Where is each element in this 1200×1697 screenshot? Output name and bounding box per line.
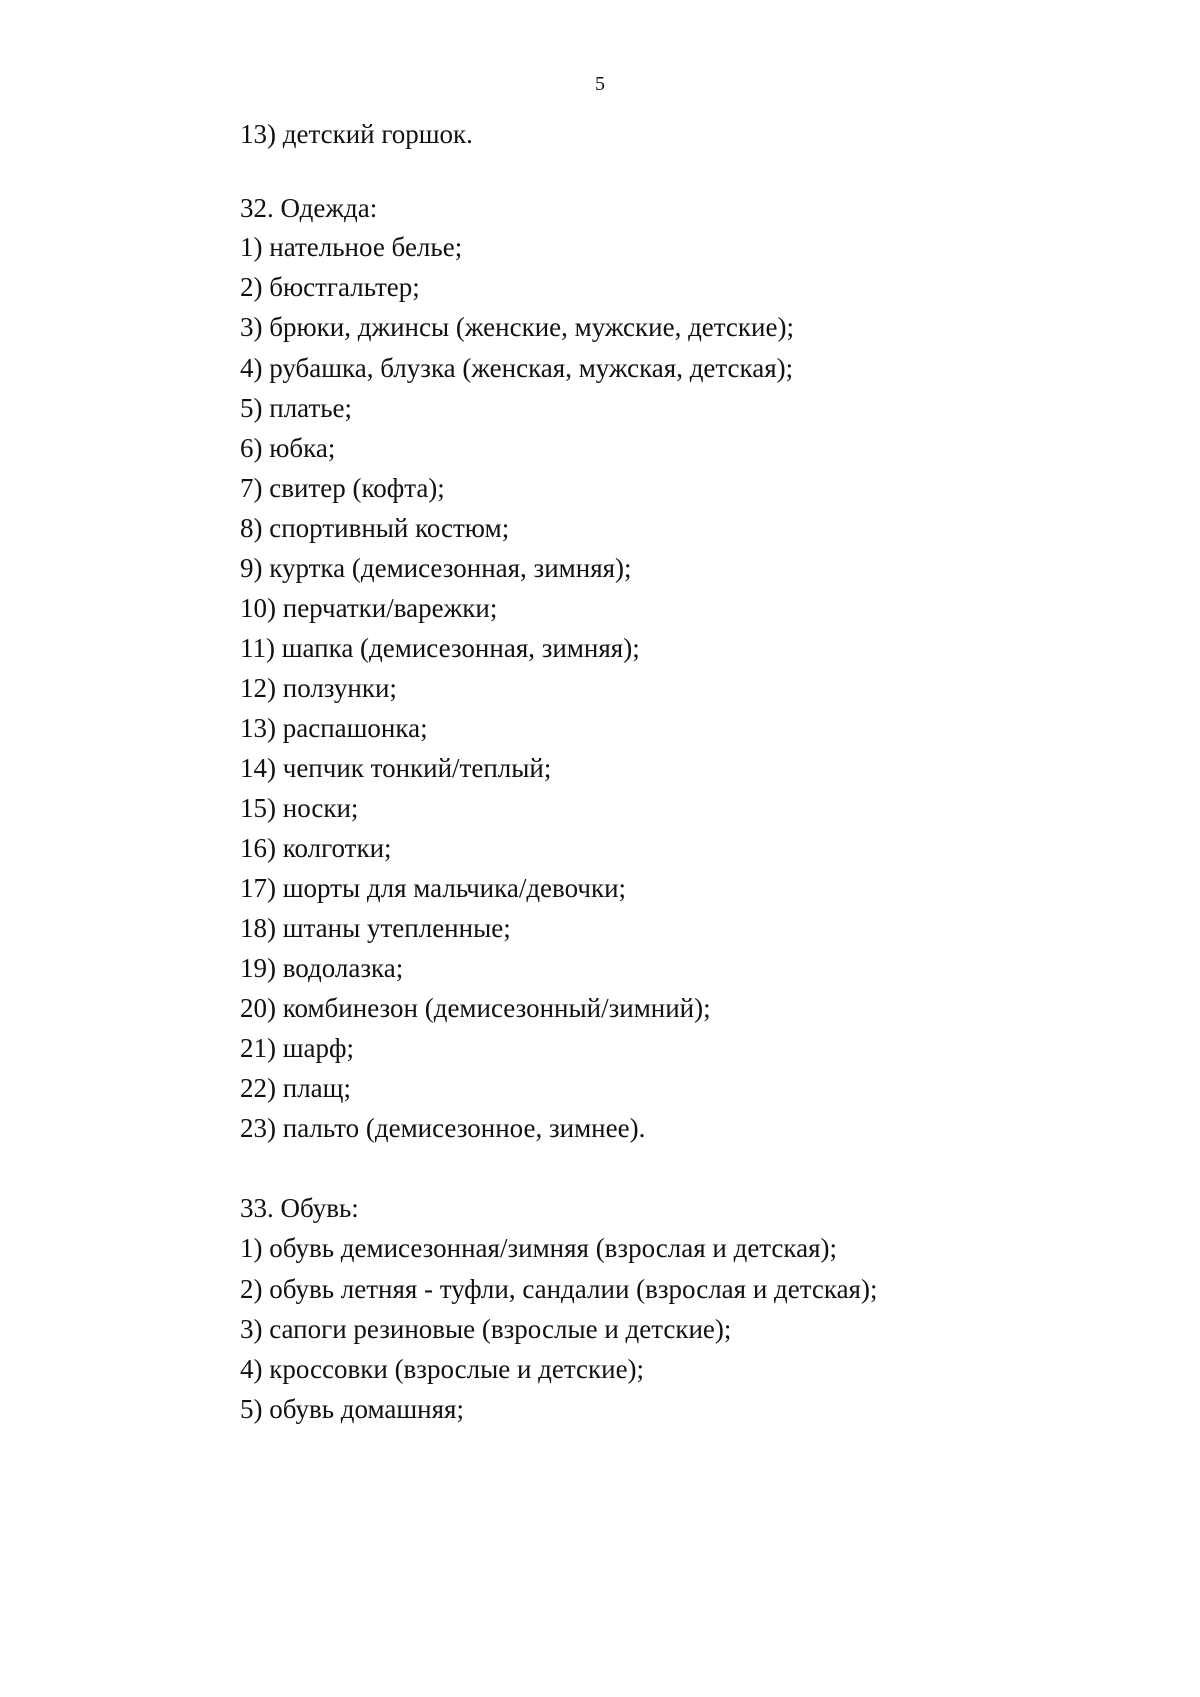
list-item: 3) сапоги резиновые (взрослые и детские); — [240, 1314, 732, 1344]
list-item: 2) бюстгальтер; — [240, 272, 420, 302]
list-item: 13) распашонка; — [240, 713, 428, 743]
list-item: 1) нательное белье; — [240, 232, 463, 262]
list-item: 8) спортивный костюм; — [240, 513, 510, 543]
list-item: 23) пальто (демисезонное, зимнее). — [240, 1113, 646, 1143]
list-item: 3) брюки, джинсы (женские, мужские, детские); — [240, 312, 794, 342]
list-item: 4) кроссовки (взрослые и детские); — [240, 1354, 645, 1384]
page-number: 5 — [595, 73, 605, 95]
list-item: 2) обувь летняя - туфли, сандалии (взрослая и детская); — [240, 1274, 878, 1304]
list-item: 20) комбинезон (демисезонный/зимний); — [240, 993, 711, 1023]
list-item: 18) штаны утепленные; — [240, 913, 511, 943]
section-heading-footwear: 33. Обувь: — [240, 1193, 359, 1223]
list-item: 16) колготки; — [240, 833, 392, 863]
list-item: 7) свитер (кофта); — [240, 473, 445, 503]
list-item: 10) перчатки/варежки; — [240, 593, 498, 623]
list-item: 12) ползунки; — [240, 673, 397, 703]
list-item: 4) рубашка, блузка (женская, мужская, детская); — [240, 353, 794, 383]
list-item: 9) куртка (демисезонная, зимняя); — [240, 553, 632, 583]
list-item: 13) детский горшок. — [240, 119, 473, 149]
list-item: 19) водолазка; — [240, 953, 404, 983]
list-item: 17) шорты для мальчика/девочки; — [240, 873, 627, 903]
list-item: 6) юбка; — [240, 433, 336, 463]
list-item: 21) шарф; — [240, 1033, 355, 1063]
section-heading-clothing: 32. Одежда: — [240, 193, 378, 223]
list-item: 15) носки; — [240, 793, 359, 823]
list-item: 14) чепчик тонкий/теплый; — [240, 753, 552, 783]
list-item: 1) обувь демисезонная/зимняя (взрослая и детская); — [240, 1233, 838, 1263]
list-item: 5) платье; — [240, 393, 353, 423]
list-item: 11) шапка (демисезонная, зимняя); — [240, 633, 640, 663]
list-item: 5) обувь домашняя; — [240, 1394, 464, 1424]
list-item: 22) плащ; — [240, 1073, 351, 1103]
